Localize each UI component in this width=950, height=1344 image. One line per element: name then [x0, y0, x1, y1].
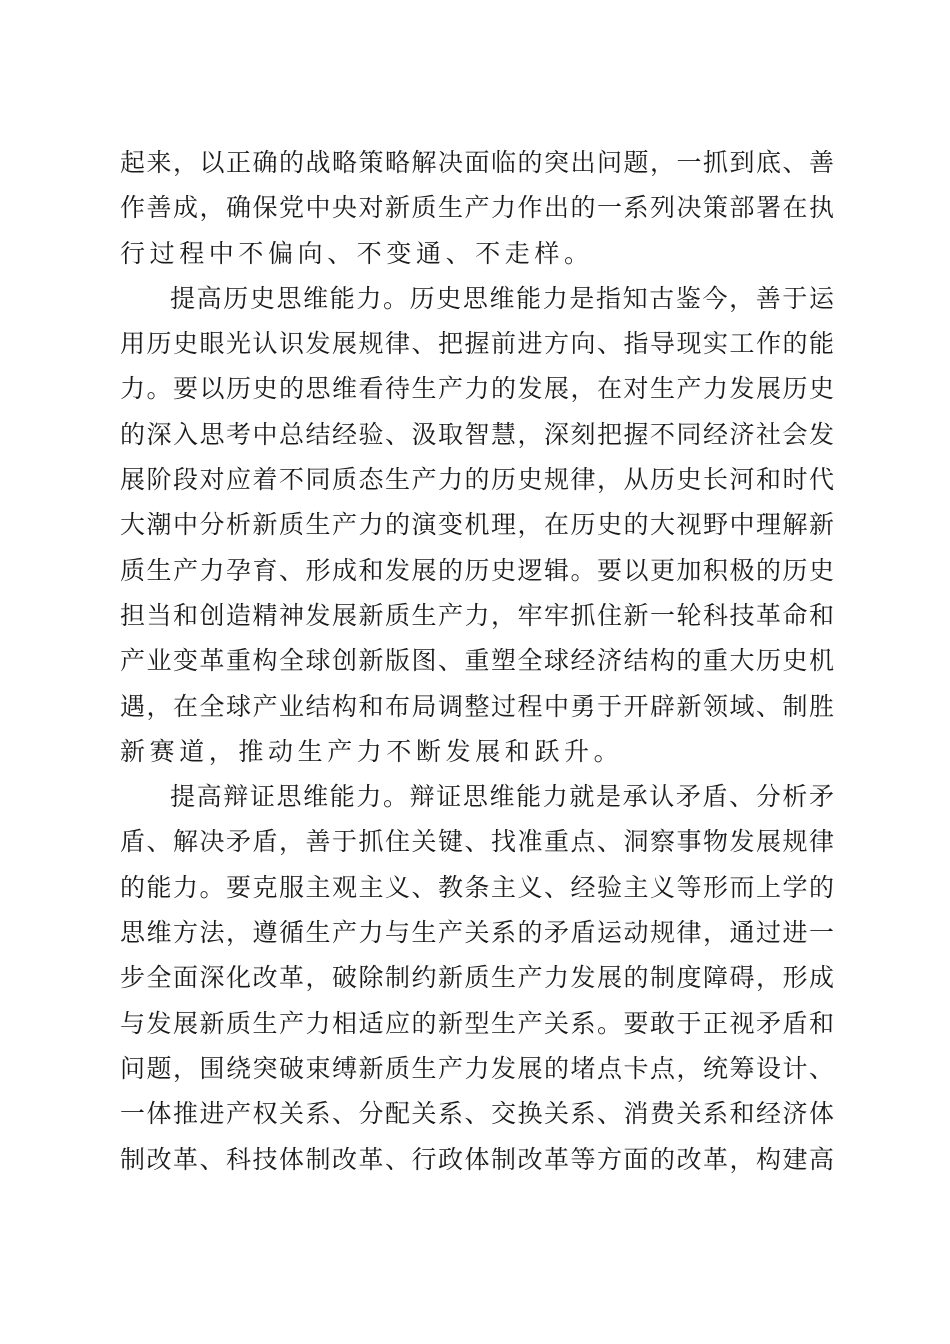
- text-line: 步全面深化改革，破除制约新质生产力发展的制度障碍，形成: [120, 963, 834, 993]
- text-line: 思维方法，遵循生产力与生产关系的矛盾运动规律，通过进一: [120, 918, 834, 948]
- text-line: 盾、解决矛盾，善于抓住关键、找准重点、洞察事物发展规律: [120, 827, 834, 857]
- text-line: 与发展新质生产力相适应的新型生产关系。要敢于正视矛盾和: [120, 1008, 834, 1038]
- paragraph-first-line: 提高辩证思维能力。辩证思维能力就是承认矛盾、分析矛: [170, 782, 834, 812]
- text-line: 展阶段对应着不同质态生产力的历史规律，从历史长河和时代: [120, 465, 834, 495]
- text-line: 起来，以正确的战略策略解决面临的突出问题，一抓到底、善: [120, 148, 834, 177]
- text-line: 作善成，确保党中央对新质生产力作出的一系列决策部署在执: [120, 193, 834, 223]
- text-line: 质生产力孕育、形成和发展的历史逻辑。要以更加积极的历史: [120, 555, 834, 585]
- text-line: 制改革、科技体制改革、行政体制改革等方面的改革，构建高: [120, 1144, 834, 1174]
- text-line: 的能力。要克服主观主义、教条主义、经验主义等形而上学的: [120, 872, 834, 902]
- text-line: 用历史眼光认识发展规律、把握前进方向、指导现实工作的能: [120, 329, 834, 359]
- text-line: 遇，在全球产业结构和布局调整过程中勇于开辟新领域、制胜: [120, 691, 834, 721]
- text-line: 担当和创造精神发展新质生产力，牢牢抓住新一轮科技革命和: [120, 600, 834, 630]
- text-line: 新赛道，推动生产力不断发展和跃升。: [120, 736, 624, 766]
- text-line: 力。要以历史的思维看待生产力的发展，在对生产力发展历史: [120, 374, 834, 404]
- text-line: 大潮中分析新质生产力的演变机理，在历史的大视野中理解新: [120, 510, 834, 540]
- text-line: 一体推进产权关系、分配关系、交换关系、消费关系和经济体: [120, 1099, 834, 1129]
- paragraph-first-line: 提高历史思维能力。历史思维能力是指知古鉴今，善于运: [170, 283, 834, 313]
- body-text: [120, 140, 834, 1182]
- text-line: 的深入思考中总结经验、汲取智慧，深刻把握不同经济社会发: [120, 419, 834, 449]
- text-line: 行过程中不偏向、不变通、不走样。: [120, 238, 594, 268]
- text-line: 产业变革重构全球创新版图、重塑全球经济结构的重大历史机: [120, 646, 834, 676]
- text-line: 问题，围绕突破束缚新质生产力发展的堵点卡点，统筹设计、: [120, 1053, 834, 1083]
